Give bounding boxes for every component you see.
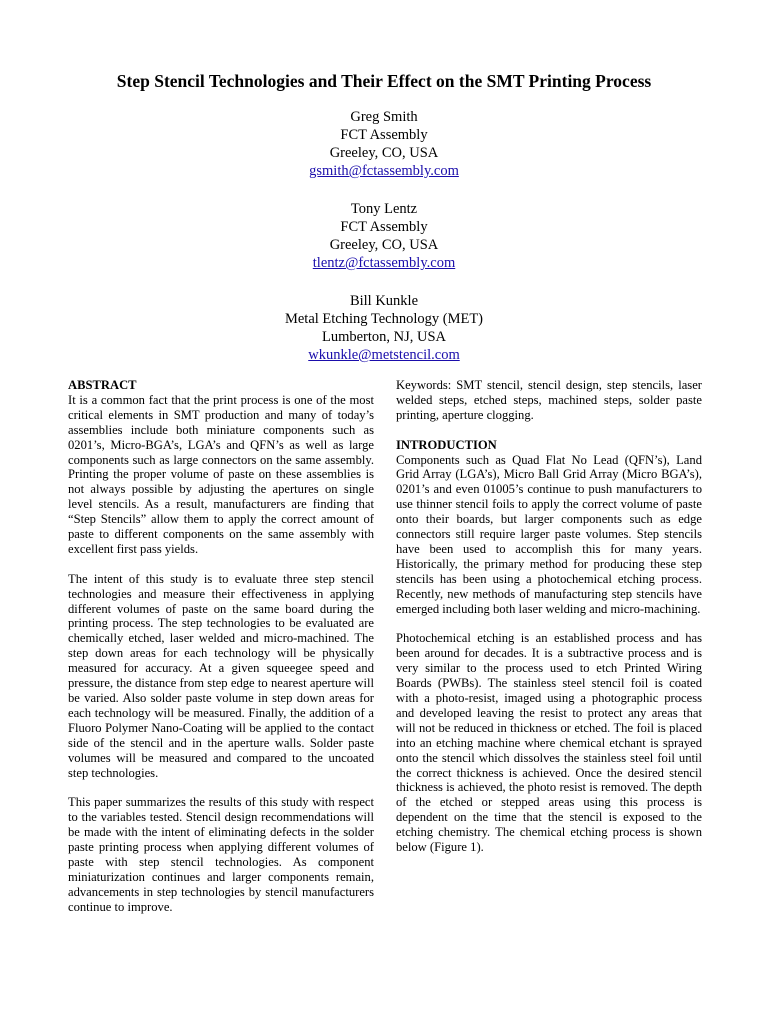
introduction-paragraph: Components such as Quad Flat No Lead (QFN’s), Land Grid Array (LGA’s), Micro Ball Grid Array (Micro BGA’s), 0201’s and even 01005’s continue to push manufacturers to use thinner stencil foils to apply the correct volume of paste onto their boards, but larger components such as edge connectors still require larger paste volumes. Step stencils have been used to accomplish this for many years. Historically, the primary method for producing these step stencils has been using a photochemical etching process. Recently, new methods of manufacturing step stencils have emerged including both laser welding and micro-machining. xyxy=(396,452,702,616)
abstract-paragraph: The intent of this study is to evaluate three step stencil technologies and measure their effectiveness in applying different volumes of paste on the same board during the printing process. The step technologies to be evaluated are chemically etched, laser welded and micro-machined. The step down areas for each technology will be physically measured for accuracy. At a given squeegee speed and pressure, the distance from step edge to nearest aperture will be varied. Also solder paste volume in step down areas for each technology will be measured. Finally, the addition of a Fluoro Polymer Nano-Coating will be applied to the contact side of the stencil and in the aperture walls. Solder paste volumes will be measured and compared to the uncoated step technologies. xyxy=(68,571,374,780)
abstract-paragraph: This paper summarizes the results of this study with respect to the variables tested. Stencil design recommendations will be made with the intent of eliminating defects in the solder paste printing process when applying different volumes of paste with step stencil technologies. As component miniaturization continues and larger components remain, advancements in step technologies by stencil manufacturers continue to improve. xyxy=(68,795,374,914)
author-location: Greeley, CO, USA xyxy=(329,237,439,253)
author-entry xyxy=(0,200,768,272)
author-name: Bill Kunkle xyxy=(349,293,419,309)
introduction-heading: INTRODUCTION xyxy=(396,437,497,452)
abstract-heading: ABSTRACT xyxy=(68,378,137,392)
author-location: Lumberton, NJ, USA xyxy=(321,329,447,345)
author-entry xyxy=(0,108,768,180)
author-organization: FCT Assembly xyxy=(340,127,428,143)
author-email-link[interactable]: wkunkle@metstencil.com xyxy=(308,347,460,363)
author-location: Greeley, CO, USA xyxy=(329,145,439,161)
author-organization: FCT Assembly xyxy=(340,219,428,235)
author-email-link[interactable]: gsmith@fctassembly.com xyxy=(309,163,459,179)
introduction-paragraph: Photochemical etching is an established process and has been around for decades. It is a subtractive process and is very similar to the process used to etch Printed Wiring Boards (PWBs). The stainless steel stencil foil is coated with a photo-resist, imaged using a photographic process and developed leaving the resist to protect any areas that will not be reduced in thickness or etched. The foil is placed into an etching machine where chemical etchant is sprayed onto the stencil which dissolves the stainless steel foil until the correct thickness is achieved. Once the desired stencil thickness is achieved, the photo resist is removed. The depth of the etched or stepped areas using this process is dependent on the time that the stencil is exposed to the etching chemistry. The chemical etching process is shown below (Figure 1). xyxy=(396,631,702,855)
keywords-paragraph: Keywords: SMT stencil, stencil design, step stencils, laser welded steps, etched steps, machined steps, solder paste printing, aperture clogging. xyxy=(396,378,702,422)
left-column xyxy=(68,378,374,929)
author-email-link[interactable]: tlentz@fctassembly.com xyxy=(312,255,456,271)
right-column xyxy=(396,378,702,870)
abstract-paragraph: It is a common fact that the print process is one of the most critical elements in SMT production and many of today’s assemblies include both miniature components such as 0201’s, Micro-BGA’s, LGA’s and QFN’s as well as large components such as large connectors on the same assembly. Printing the proper volume of paste on these assemblies is not always possible by adjusting the apertures on single level stencils. As a result, manufacturers are finding that “Step Stencils” allow them to apply the correct amount of paste to different components on the same assembly with excellent first pass yields. xyxy=(68,392,374,556)
author-name: Greg Smith xyxy=(350,109,418,125)
paper-title: Step Stencil Technologies and Their Effect on the SMT Printing Process xyxy=(116,71,652,91)
author-block xyxy=(0,108,768,384)
author-name: Tony Lentz xyxy=(350,201,418,217)
author-organization: Metal Etching Technology (MET) xyxy=(284,311,484,327)
author-entry xyxy=(0,292,768,364)
